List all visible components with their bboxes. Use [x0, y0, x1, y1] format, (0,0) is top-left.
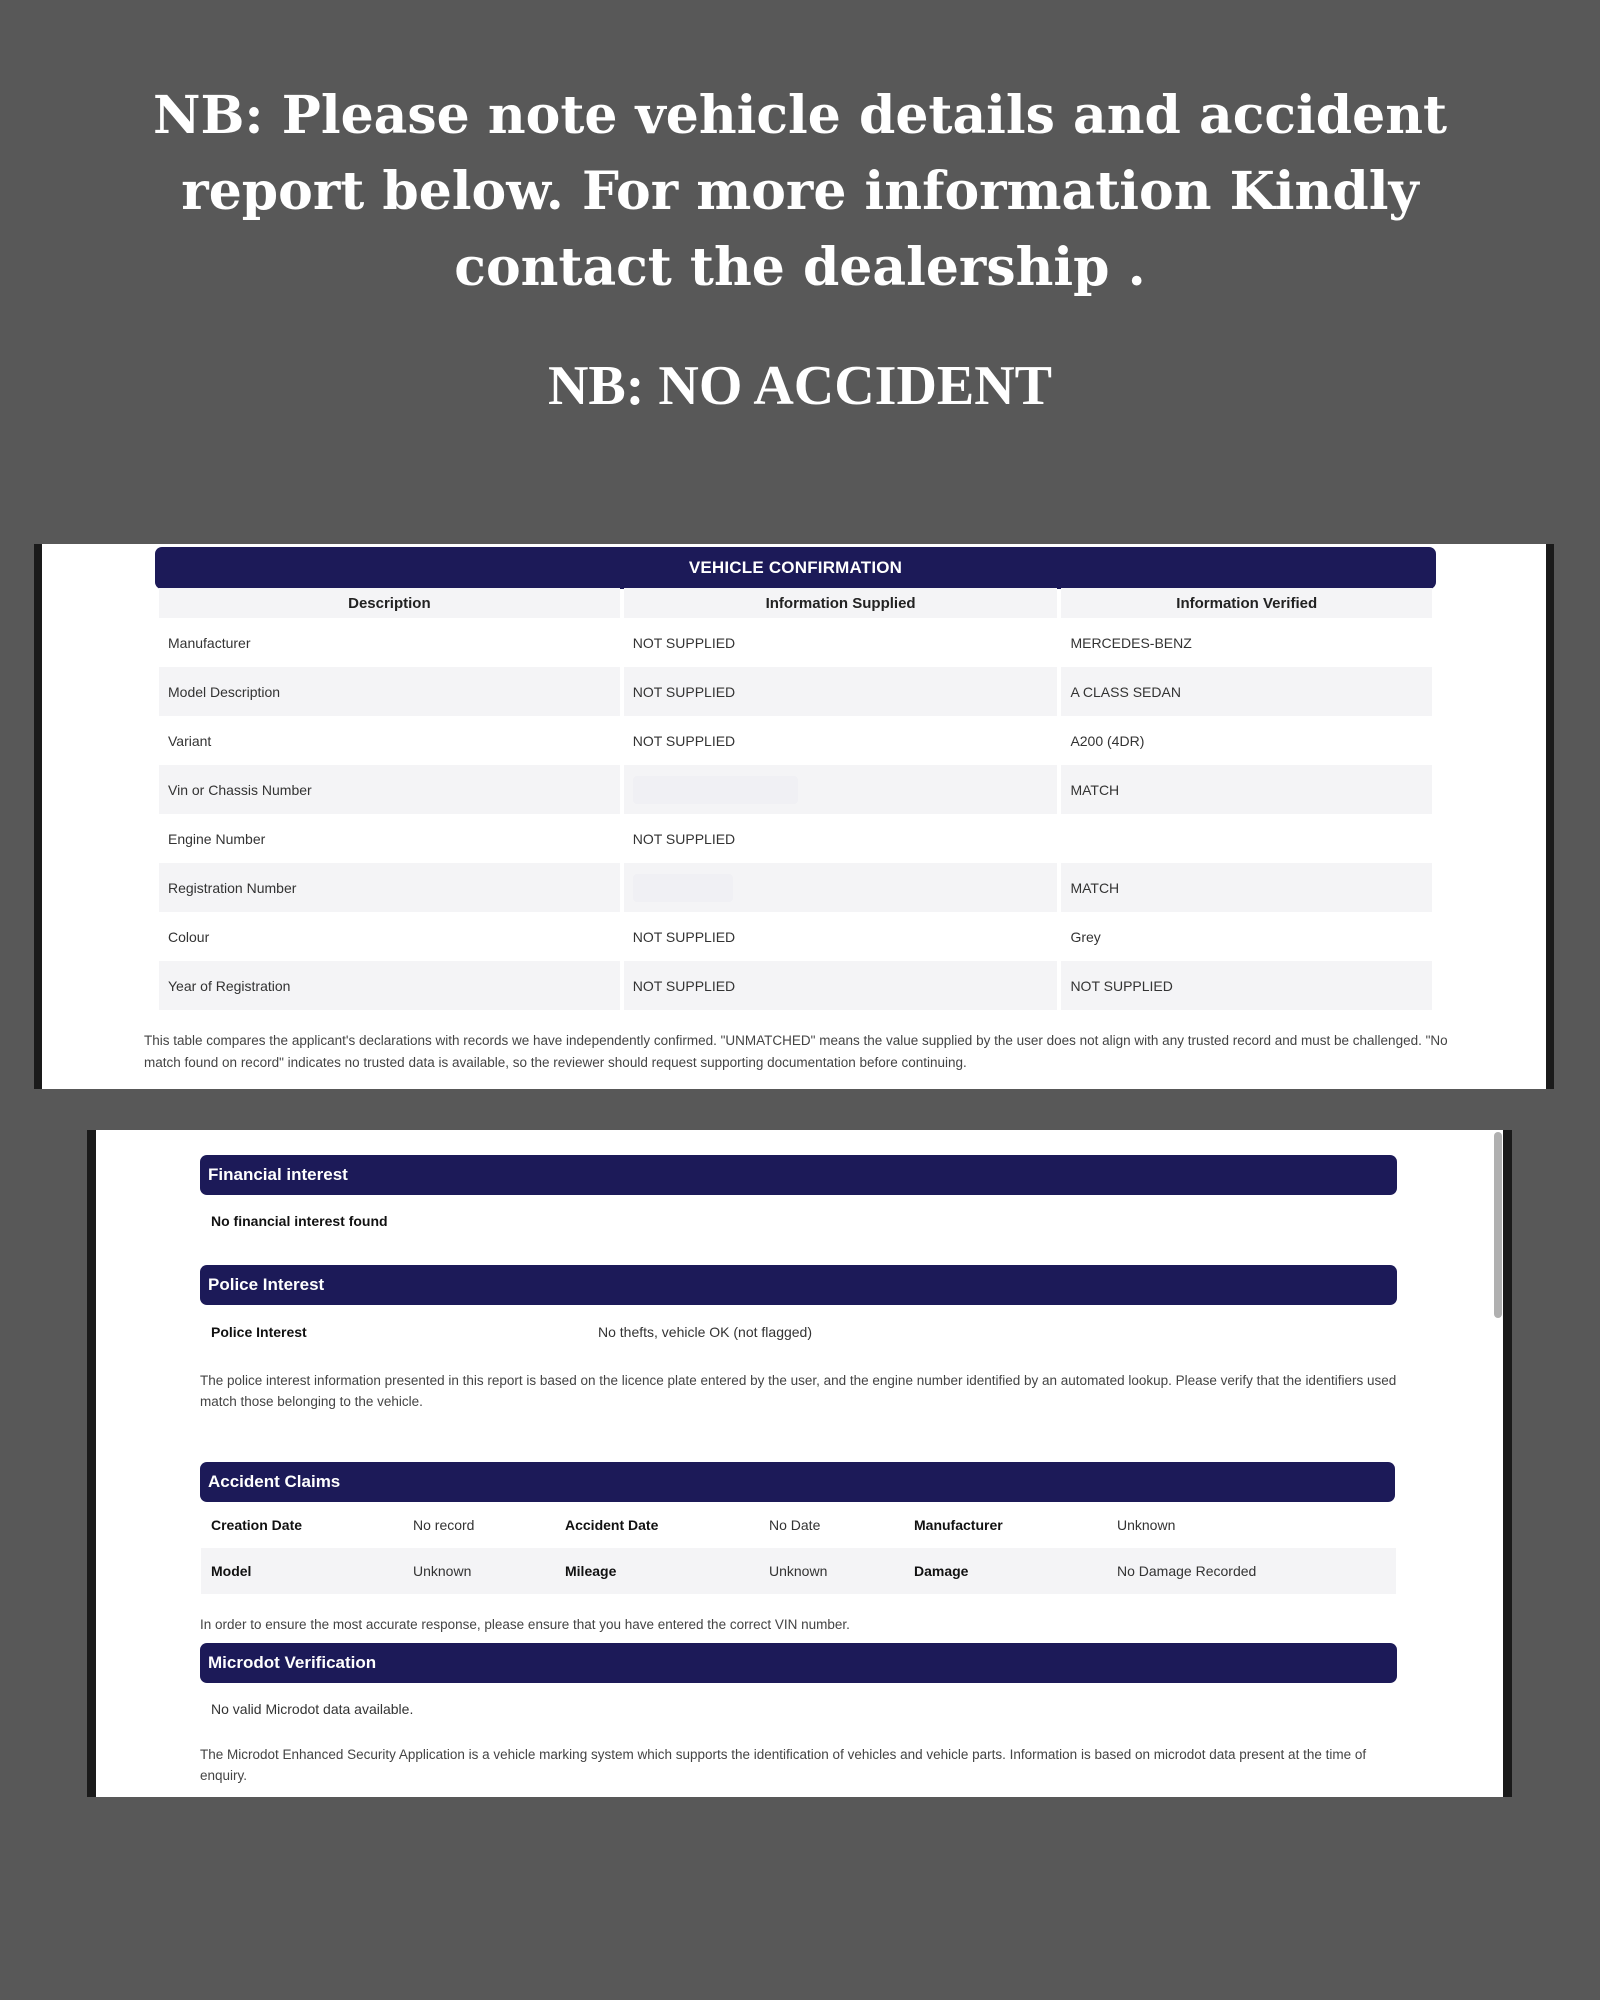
- microdot-verification-header: Microdot Verification: [200, 1643, 1397, 1683]
- row-verified: MATCH: [1061, 863, 1432, 912]
- accident-date-label: Accident Date: [565, 1517, 659, 1533]
- row-supplied: NOT SUPPLIED: [632, 634, 736, 651]
- financial-interest-text: No financial interest found: [211, 1213, 388, 1229]
- creation-date-label: Creation Date: [211, 1517, 303, 1533]
- row-description: Vin or Chassis Number: [159, 765, 620, 814]
- dealership-notice: NB: Please note vehicle details and accident report below. For more information Kindly contact the dealership .: [152, 85, 1448, 298]
- row-verified: [1061, 814, 1432, 863]
- column-header-description: Description: [159, 588, 620, 618]
- accident-claims-header: Accident Claims: [200, 1462, 1395, 1502]
- column-header-information-supplied: Information Supplied: [624, 588, 1058, 618]
- table-row: [159, 961, 1432, 1010]
- row-supplied: NOT SUPPLIED: [624, 961, 1058, 1010]
- accident-date-value: No Date: [769, 1517, 821, 1533]
- police-interest-note: The police interest information presented in this report is based on the licence plate entered by the user, and the engine number identified by an automated lookup. Please verify that the identifiers used match those belonging to the vehicle.: [200, 1373, 1397, 1409]
- table-row: [201, 1548, 1396, 1594]
- microdot-text: No valid Microdot data available.: [211, 1701, 414, 1717]
- manufacturer-value: Unknown: [1117, 1517, 1176, 1533]
- row-verified: Grey: [1070, 928, 1101, 945]
- redacted-vin-value: [633, 776, 798, 804]
- row-description: Variant: [168, 732, 212, 749]
- table-row: [159, 814, 1432, 863]
- table-row: [159, 667, 1432, 716]
- row-supplied: NOT SUPPLIED: [632, 928, 736, 945]
- row-description: Registration Number: [159, 863, 620, 912]
- row-description: Colour: [168, 928, 210, 945]
- column-header-information-verified: Information Verified: [1061, 588, 1432, 618]
- accident-claims-table: [201, 1502, 1396, 1594]
- table-row: [201, 1502, 1396, 1548]
- row-supplied: NOT SUPPLIED: [624, 667, 1058, 716]
- police-interest-value: No thefts, vehicle OK (not flagged): [598, 1324, 812, 1340]
- row-supplied-redacted: [624, 863, 1058, 912]
- row-description: Engine Number: [168, 830, 266, 847]
- police-interest-header: Police Interest: [200, 1265, 1397, 1305]
- row-supplied: NOT SUPPLIED: [632, 732, 736, 749]
- accident-claims-note: In order to ensure the most accurate response, please ensure that you have entered the correct VIN number.: [200, 1617, 850, 1632]
- microdot-note: The Microdot Enhanced Security Application is a vehicle marking system which supports the identification of vehicles and vehicle parts. Information is based on microdot data present at the time of enquiry.: [200, 1747, 1367, 1783]
- table-row: [159, 765, 1432, 814]
- redacted-registration-value: [633, 874, 733, 902]
- row-verified: MERCEDES-BENZ: [1070, 634, 1192, 651]
- table-row: [159, 716, 1432, 765]
- row-description: Year of Registration: [159, 961, 620, 1010]
- model-label: Model: [201, 1548, 403, 1594]
- manufacturer-label: Manufacturer: [914, 1517, 1003, 1533]
- vehicle-confirmation-panel: [34, 544, 1554, 1089]
- vehicle-confirmation-header: VEHICLE CONFIRMATION: [155, 547, 1436, 589]
- model-value: Unknown: [403, 1548, 555, 1594]
- report-details-panel: [87, 1130, 1512, 1797]
- row-description: Manufacturer: [168, 634, 251, 651]
- table-row: [159, 912, 1432, 961]
- table-row: [159, 863, 1432, 912]
- row-supplied: NOT SUPPLIED: [632, 830, 736, 847]
- damage-label: Damage: [904, 1548, 1107, 1594]
- vehicle-confirmation-note: This table compares the applicant's declarations with records we have independently confirmed. "UNMATCHED" means the value supplied by the user does not align with any trusted record and must be challenged. "No match found on record" indicates no trusted data is available, so the reviewer should request supporting documentation before continuing.: [144, 1033, 1448, 1070]
- no-accident-notice: NB: NO ACCIDENT: [547, 355, 1053, 417]
- scrollbar-thumb[interactable]: [1494, 1132, 1502, 1318]
- creation-date-value: No record: [413, 1517, 475, 1533]
- vehicle-confirmation-table: [155, 588, 1436, 1010]
- damage-value: No Damage Recorded: [1107, 1548, 1396, 1594]
- mileage-label: Mileage: [555, 1548, 759, 1594]
- row-verified: MATCH: [1061, 765, 1432, 814]
- table-row: [159, 618, 1432, 667]
- row-verified: NOT SUPPLIED: [1061, 961, 1432, 1010]
- mileage-value: Unknown: [759, 1548, 904, 1594]
- row-verified: A200 (4DR): [1070, 732, 1145, 749]
- row-verified: A CLASS SEDAN: [1061, 667, 1432, 716]
- row-supplied-redacted: [624, 765, 1058, 814]
- financial-interest-header: Financial interest: [200, 1155, 1397, 1195]
- police-interest-label: Police Interest: [211, 1324, 307, 1340]
- row-description: Model Description: [159, 667, 620, 716]
